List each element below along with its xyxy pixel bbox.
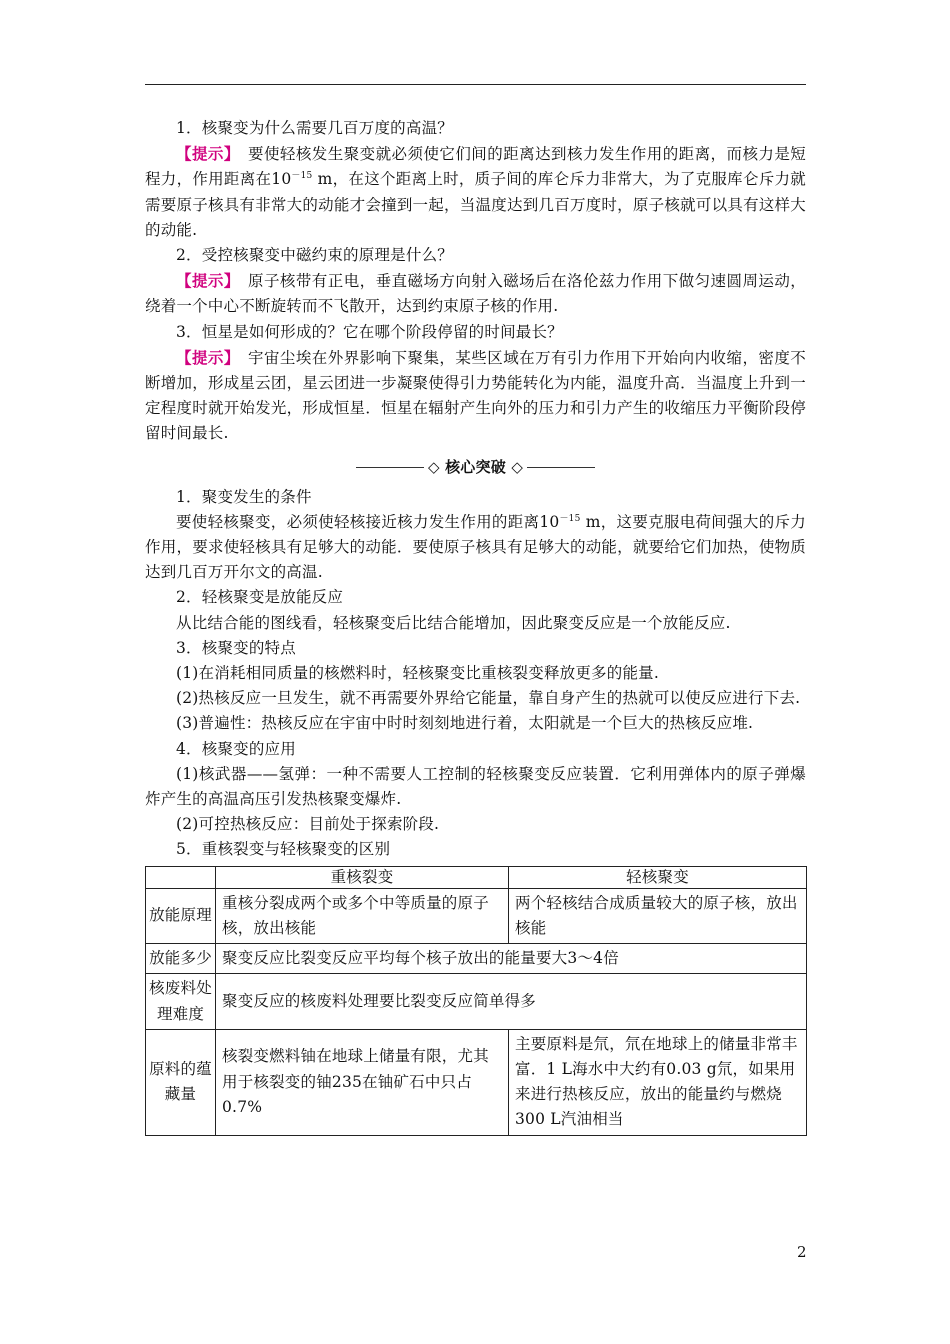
row-label: 原料的蕴藏量 bbox=[146, 1029, 216, 1135]
point-2-title: 2．轻核聚变是放能反应 bbox=[176, 588, 344, 607]
page-content bbox=[145, 116, 806, 1136]
table-header-fission: 重核裂变 bbox=[216, 866, 509, 888]
point-3-title: 3．核聚变的特点 bbox=[176, 638, 296, 657]
merged-cell: 聚变反应比裂变反应平均每个核子放出的能量要大3～4倍 bbox=[216, 944, 807, 974]
tip-label: 【提示】 bbox=[176, 347, 233, 367]
answer-3: 【提示】 宇宙尘埃在外界影响下聚集，某些区域在万有引力作用下开始向内收缩，密度不断增加，形成星云团，星云团进一步凝聚使得引力势能转化为内能，温度升高．当温度上升到一定程度时就开始发光，形成恒星．恒星在辐射产生向外的压力和引力产生的收缩压力平衡阶段停留时间最长. bbox=[145, 347, 807, 443]
row-label: 放能多少 bbox=[146, 944, 216, 974]
point-3-item-2: (2)热核反应一旦发生，就不再需要外界给它能量，靠自身产生的热就可以使反应进行下去. bbox=[176, 689, 801, 708]
point-3-item-3: (3)普遍性：热核反应在宇宙中时时刻刻地进行着，太阳就是一个巨大的热核反应堆. bbox=[176, 714, 754, 733]
table-row bbox=[146, 1029, 807, 1135]
heading-line-right bbox=[527, 467, 595, 468]
question-1: 1．核聚变为什么需要几百万度的高温？ bbox=[176, 119, 453, 137]
section-heading bbox=[145, 456, 806, 480]
table-header-fusion: 轻核聚变 bbox=[509, 866, 807, 888]
row-label: 核废料处理难度 bbox=[146, 974, 216, 1029]
point-1-title: 1．聚变发生的条件 bbox=[176, 487, 312, 506]
fission-cell: 核裂变燃料铀在地球上储量有限，尤其用于核裂变的铀235在铀矿石中只占0.7% bbox=[216, 1029, 509, 1135]
fusion-cell: 两个轻核结合成质量较大的原子核，放出核能 bbox=[509, 888, 807, 943]
answer-2: 【提示】 原子核带有正电，垂直磁场方向射入磁场后在洛伦兹力作用下做匀速圆周运动，绕着一个中心不断旋转而不飞散开，达到约束原子核的作用. bbox=[145, 271, 807, 316]
section-title: ◇ 核心突破 ◇ bbox=[427, 458, 524, 477]
point-4-title: 4．核聚变的应用 bbox=[176, 739, 296, 758]
table-header-empty bbox=[146, 866, 216, 888]
fission-cell: 重核分裂成两个或多个中等质量的原子核，放出核能 bbox=[216, 888, 509, 943]
table-row bbox=[146, 944, 807, 974]
merged-cell: 聚变反应的核废料处理要比裂变反应简单得多 bbox=[216, 974, 807, 1029]
comparison-table bbox=[145, 866, 807, 1136]
table-header-row bbox=[146, 866, 807, 888]
tip-label: 【提示】 bbox=[176, 144, 233, 164]
fusion-cell: 主要原料是氘，氘在地球上的储量非常丰富．1 L海水中大约有0.03 g氘，如果用来进行热核反应，放出的能量约与燃烧300 L汽油相当 bbox=[509, 1029, 807, 1135]
table-row bbox=[146, 974, 807, 1029]
answer-1: 【提示】 要使轻核发生聚变就必须使它们间的距离达到核力发生作用的距离，而核力是短程力，作用距离在$10^{-15}$ m，在这个距离上时，质子间的库仑斥力非常大，为了克服库仑斥力就需要原子核具有非常大的动能才会撞到一起，当温度达到几百万度时，原子核就可以具有这样大的动能. bbox=[145, 144, 807, 239]
point-2-text: 从比结合能的图线看，轻核聚变后比结合能增加，因此聚变反应是一个放能反应. bbox=[176, 613, 731, 632]
row-label: 放能原理 bbox=[146, 888, 216, 943]
heading-line-left bbox=[356, 467, 424, 468]
point-4-item-1: (1)核武器——氢弹：一种不需要人工控制的轻核聚变反应装置．它利用弹体内的原子弹爆炸产生的高温高压引发热核聚变爆炸. bbox=[145, 764, 806, 809]
header-rule bbox=[145, 84, 806, 85]
point-1-text: 要使轻核聚变，必须使轻核接近核力发生作用的距离$10^{-15}$ m，这要克服电荷间强大的斥力作用，要求使轻核具有足够大的动能．要使原子核具有足够大的动能，就要给它们加热，使物质达到几百万开尔文的高温. bbox=[145, 512, 806, 582]
table-row bbox=[146, 888, 807, 943]
question-3: 3．恒星是如何形成的？它在哪个阶段停留的时间最长？ bbox=[176, 322, 563, 341]
tip-label: 【提示】 bbox=[176, 271, 233, 291]
question-2: 2．受控核聚变中磁约束的原理是什么？ bbox=[176, 246, 453, 265]
page-number: 2 bbox=[797, 1243, 807, 1261]
point-5-title: 5．重核裂变与轻核聚变的区别 bbox=[176, 840, 391, 859]
point-3-item-1: (1)在消耗相同质量的核燃料时，轻核聚变比重核裂变释放更多的能量. bbox=[176, 664, 659, 683]
point-4-item-2: (2)可控热核反应：目前处于探索阶段. bbox=[176, 815, 440, 834]
